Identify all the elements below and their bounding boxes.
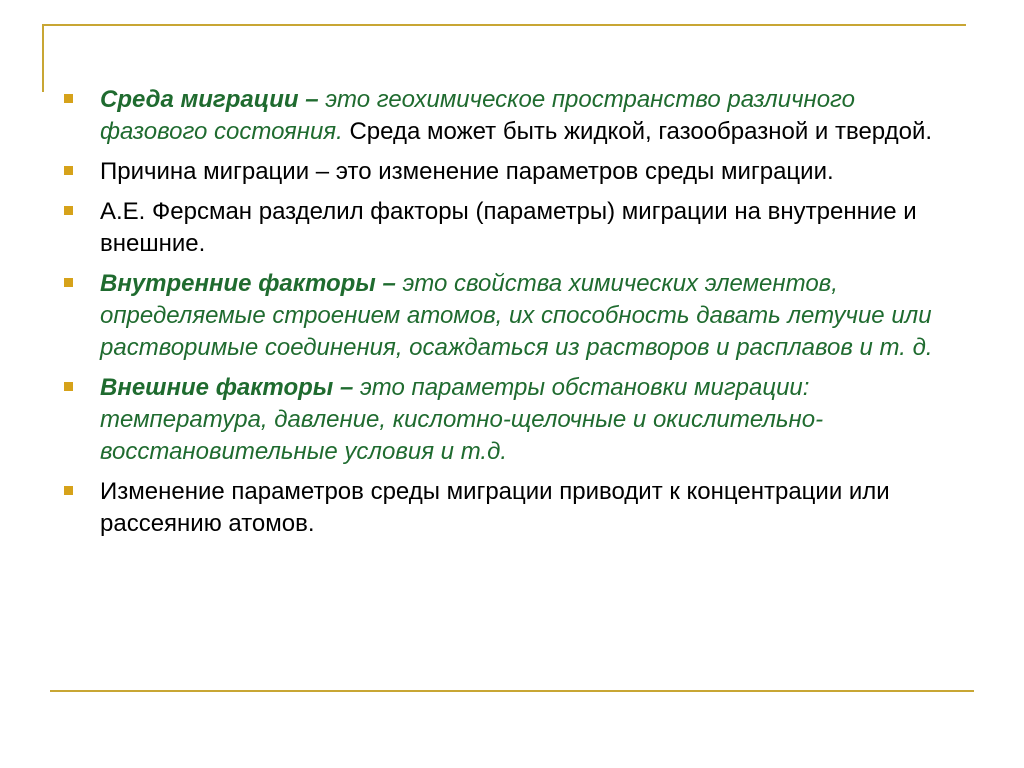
list-item: [60, 156, 965, 188]
item-text: Изменение параметров среды миграции приводит к концентрации или рассеянию атомов.: [100, 478, 890, 537]
list-item: [60, 84, 965, 148]
term-label: Среда миграции –: [100, 86, 319, 113]
bottom-divider-line: [50, 690, 974, 692]
bullet-list: [60, 84, 965, 548]
term-label: Внутренние факторы –: [100, 270, 396, 297]
list-item: [60, 268, 965, 364]
list-item: [60, 196, 965, 260]
left-accent-line: [42, 24, 44, 92]
item-text: Причина миграции – это изменение параметров среды миграции.: [100, 158, 834, 185]
list-item: [60, 476, 965, 540]
term-definition: это свойства химических элементов, определяемые строением атомов, их способность давать летучие или растворимые соединения, осаждаться из растворов и расплавов и т. д.: [100, 270, 933, 361]
square-bullet-icon: [64, 206, 73, 215]
square-bullet-icon: [64, 278, 73, 287]
item-text: Среда может быть жидкой, газообразной и твердой.: [342, 118, 933, 145]
list-item: [60, 372, 965, 468]
square-bullet-icon: [64, 382, 73, 391]
term-definition: это параметры обстановки миграции: температура, давление, кислотно-щелочные и окислительно-восстановительные условия и т.д.: [100, 374, 824, 465]
term-label: Внешние факторы –: [100, 374, 354, 401]
square-bullet-icon: [64, 94, 73, 103]
square-bullet-icon: [64, 166, 73, 175]
top-divider-line: [42, 24, 966, 26]
term-definition: это геохимическое пространство различного фазового состояния.: [100, 86, 855, 145]
square-bullet-icon: [64, 486, 73, 495]
item-text: А.Е. Ферсман разделил факторы (параметры) миграции на внутренние и внешние.: [100, 198, 917, 257]
